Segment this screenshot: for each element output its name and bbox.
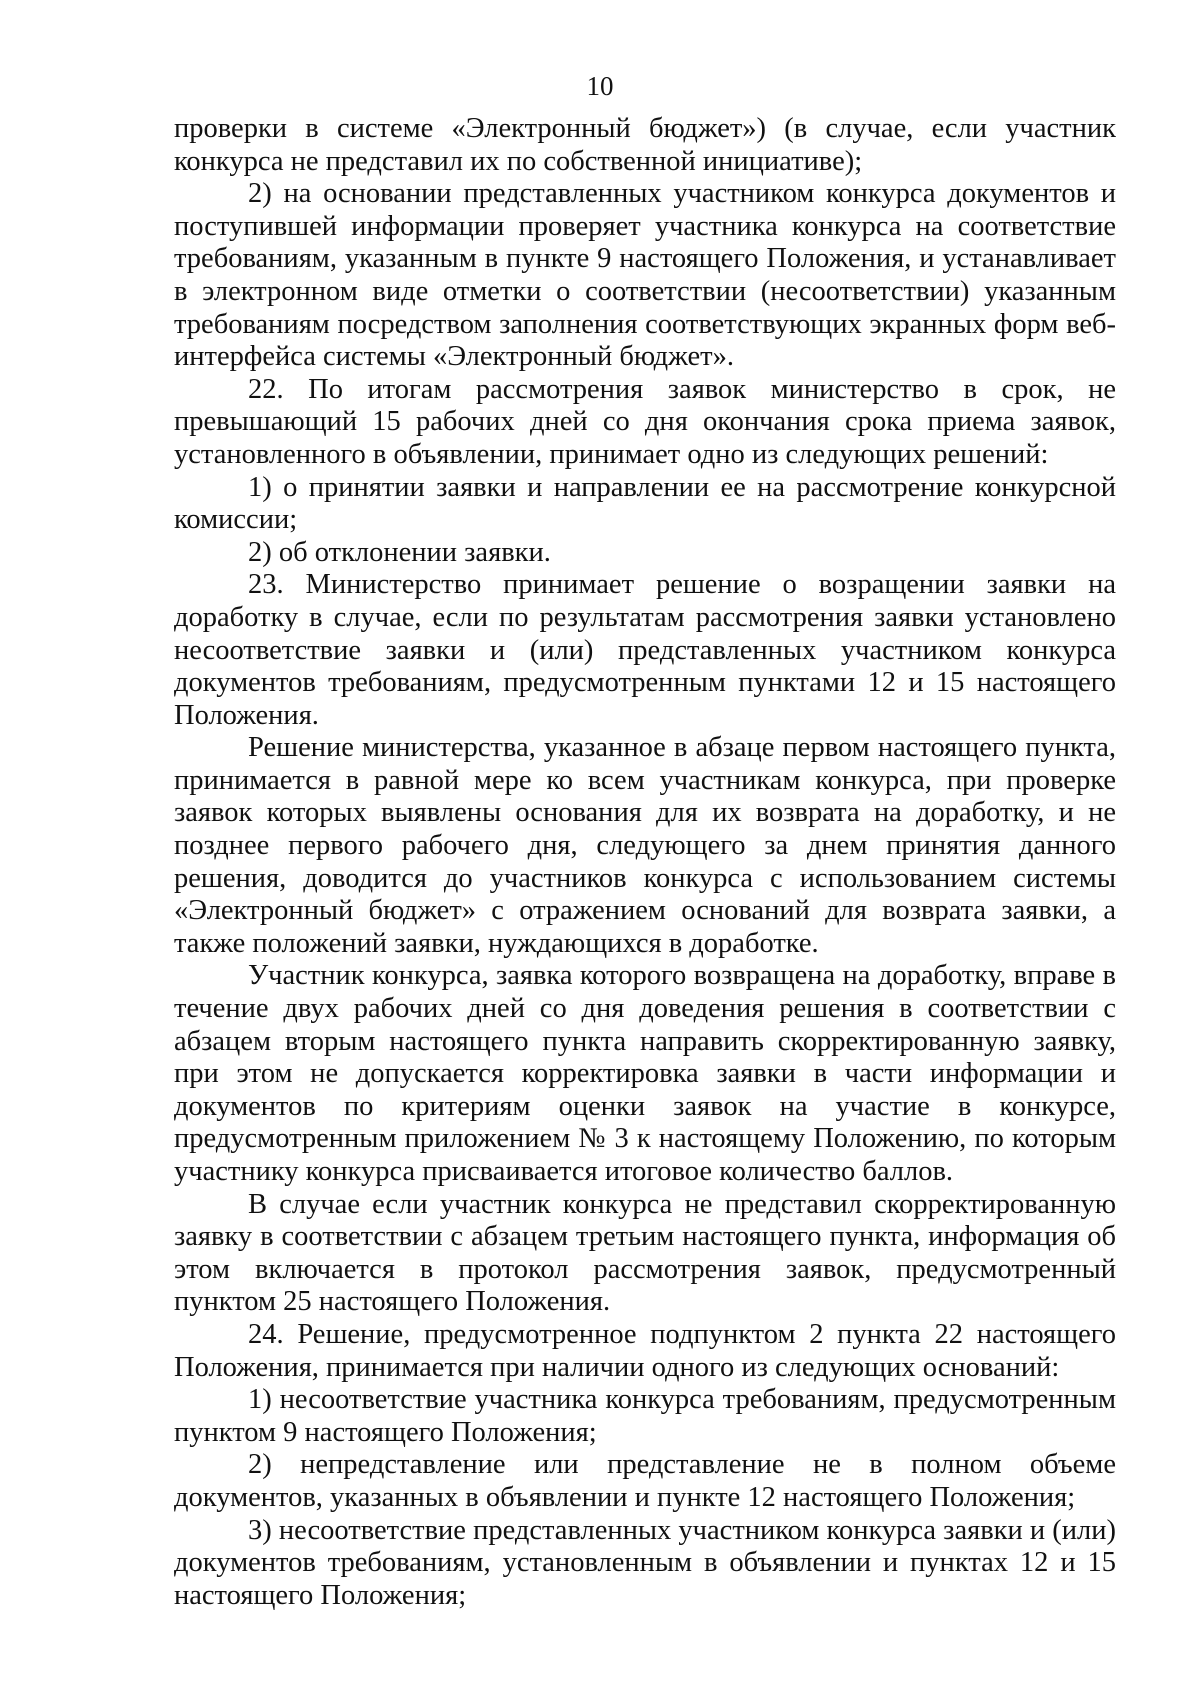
paragraph-clause-23-abzac-2: Решение министерства, указанное в абзаце первом настоящего пункта, принимается в равной мере ко всем участникам конкурса, при проверке заявок которых выявлены основания для их возврата на доработку, и не позднее первого рабочего дня, следующего за днем принятия данного решения, доводится до участников конкурса с использованием системы «Электронный бюджет» с отражением оснований для возврата заявки, а также положений заявки, нуждающихся в доработке. [174, 732, 1116, 959]
paragraph-clause-24-item-3: 3) несоответствие представленных участником конкурса заявки и (или) документов требованиям, установленным в объявлении и пунктах 12 и 15 настоящего Положения; [174, 1514, 1116, 1611]
paragraph-clause-24-item-1: 1) несоответствие участника конкурса требованиям, предусмотренным пунктом 9 настоящего Положения; [174, 1384, 1116, 1448]
document-body [174, 113, 1116, 1612]
paragraph-clause-23-abzac-3: Участник конкурса, заявка которого возвращена на доработку, вправе в течение двух рабочих дней со дня доведения решения в соответствии с абзацем вторым настоящего пункта направить скорректированную заявку, при этом не допускается корректировка заявки в части информации и документов по критериям оценки заявок на участие в конкурсе, предусмотренным приложением № 3 к настоящему Положению, по которым участнику конкурса присваивается итоговое количество баллов. [174, 960, 1116, 1187]
page-number: 10 [586, 71, 614, 101]
paragraph-clause-22-item-1: 1) о принятии заявки и направлении ее на рассмотрение конкурсной комиссии; [174, 471, 1116, 536]
paragraph-clause-22: 22. По итогам рассмотрения заявок министерство в срок, не превышающий 15 рабочих дней со дня окончания срока приема заявок, установленного в объявлении, принимает одно из следующих решений: [174, 373, 1116, 470]
paragraph-clause-23-abzac-4: В случае если участник конкурса не представил скорректированную заявку в соответствии с абзацем третьим настоящего пункта, информация об этом включается в протокол рассмотрения заявок, предусмотренный пунктом 25 настоящего Положения. [174, 1188, 1116, 1318]
paragraph-clause-22-item-2: 2) об отклонении заявки. [248, 536, 551, 568]
paragraph-clause-24-item-2: 2) непредставление или представление не в полном объеме документов, указанных в объявлении и пункте 12 настоящего Положения; [174, 1449, 1116, 1513]
paragraph-clause-23: 23. Министерство принимает решение о возращении заявки на доработку в случае, если по результатам рассмотрения заявки установлено несоответствие заявки и (или) представленных участником конкурса документов требованиям, предусмотренным пунктами 12 и 15 настоящего Положения. [174, 569, 1116, 731]
paragraph-clause-24: 24. Решение, предусмотренное подпунктом 2 пункта 22 настоящего Положения, принимается при наличии одного из следующих оснований: [174, 1318, 1116, 1383]
paragraph-subitem-2: 2) на основании представленных участником конкурса документов и поступившей информации проверяет участника конкурса на соответствие требованиям, указанным в пункте 9 настоящего Положения, и устанавливает в электронном виде отметки о соответствии (несоответствии) указанным требованиям посредством заполнения соответствующих экранных форм веб-интерфейса системы «Электронный бюджет». [174, 178, 1116, 373]
paragraph-continuation: проверки в системе «Электронный бюджет») (в случае, если участник конкурса не представил их по собственной инициативе); [174, 113, 1116, 177]
